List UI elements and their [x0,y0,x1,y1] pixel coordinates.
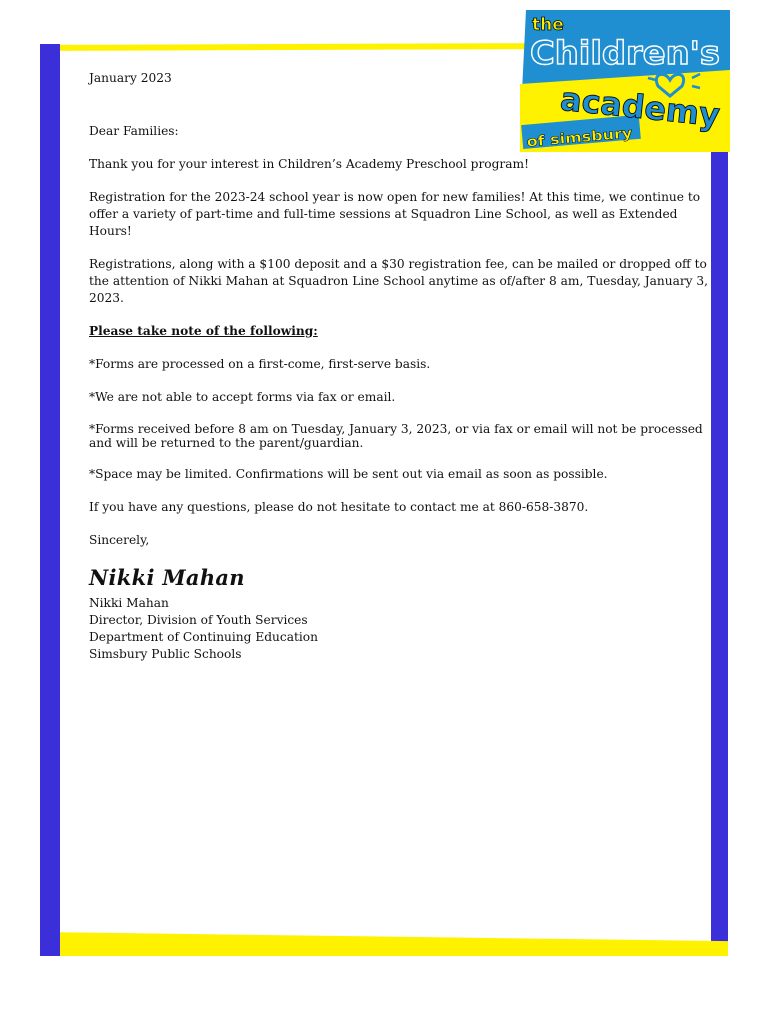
logo-text-the: the [532,15,564,35]
notes-heading: Please take note of the following: [89,324,318,338]
signer-department: Department of Continuing Education [89,630,318,644]
logo-text-academy: academy [558,79,723,135]
note-item: *Forms received before 8 am on Tuesday, January 3, 2023, or via fax or email will not be processed and will be returned to the parent/guardian. [89,422,703,450]
note-item: *We are not able to accept forms via fax or email. [89,390,396,404]
logo-text-simsbury: of simsbury [526,126,620,151]
letter-date: January 2023 [89,71,172,85]
signer-title: Director, Division of Youth Services [89,613,308,627]
logo-text-childrens: Children's [530,34,720,72]
thanks-paragraph: Thank you for your interest in Children’s Academy Preschool program! [89,157,529,171]
signer-name: Nikki Mahan [89,596,169,610]
questions-paragraph: If you have any questions, please do not hesitate to contact me at 860-658-3870. [89,500,589,514]
closing: Sincerely, [89,533,150,547]
registration-details-paragraph: Registrations, along with a $100 deposit and a $30 registration fee, can be mailed or dropped off to the attention of Nikki Mahan at Squadron Line School anytime as of/after 8 am, Tuesday, January 3, 2023. [89,257,709,305]
note-item: *Forms are processed on a first-come, first-serve basis. [89,357,431,371]
page-border-left [40,44,60,956]
page-border-corner [40,932,60,956]
salutation: Dear Families: [89,124,179,138]
letter-body [89,70,713,663]
page-border-right [711,150,728,956]
handwritten-signature: Nikki Mahan [89,565,245,590]
page-border-bottom [40,932,728,956]
page-border-top [40,43,540,51]
note-item: *Space may be limited. Confirmations will be sent out via email as soon as possible. [89,467,608,481]
registration-open-paragraph: Registration for the 2023-24 school year is now open for new families! At this time, we continue to offer a variety of part-time and full-time sessions at Squadron Line School, as well as Extended Hours! [89,190,701,238]
signature-block [89,595,713,663]
signer-organization: Simsbury Public Schools [89,647,242,661]
